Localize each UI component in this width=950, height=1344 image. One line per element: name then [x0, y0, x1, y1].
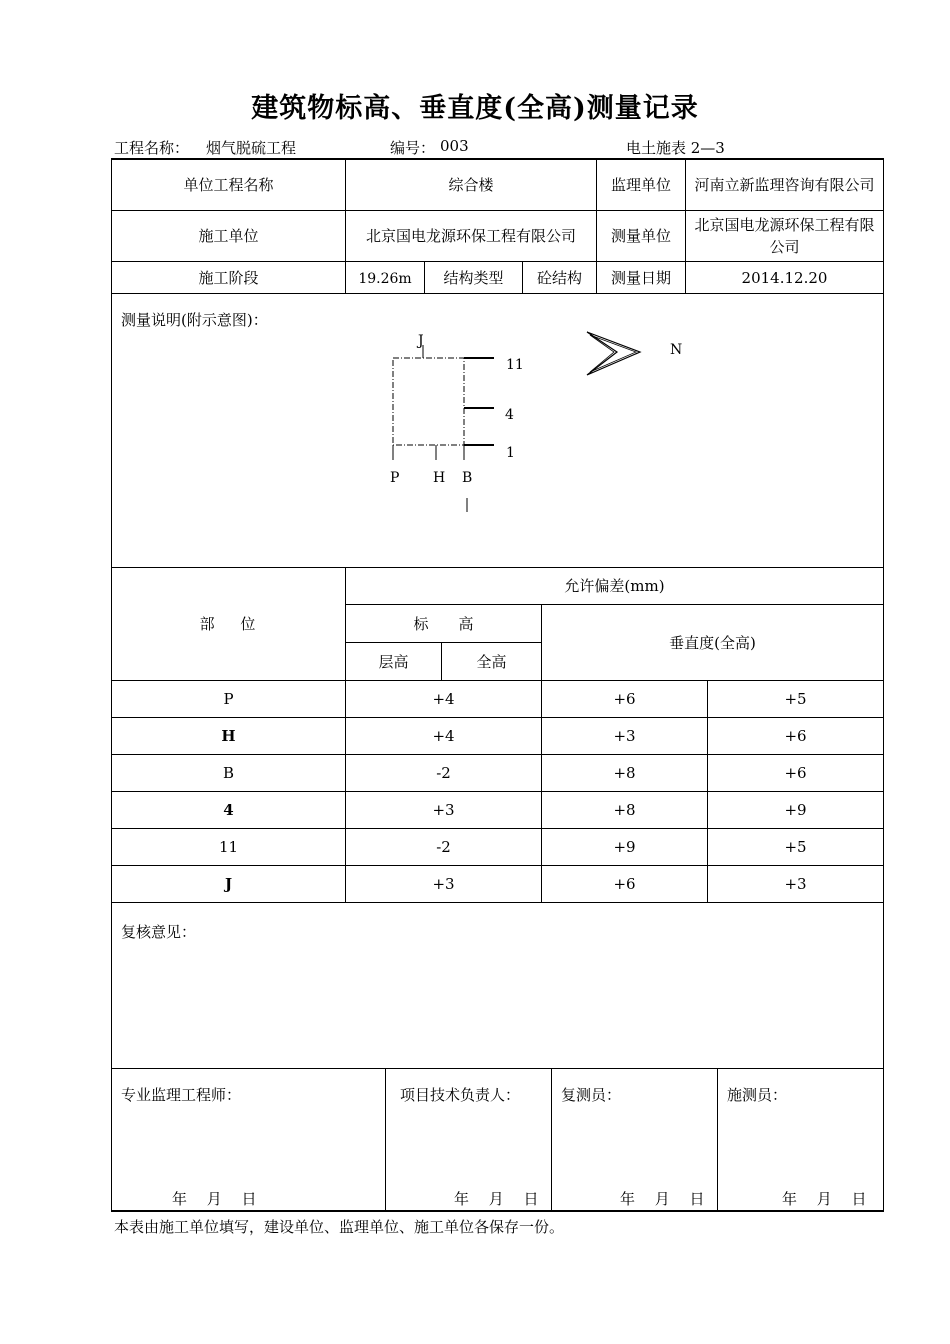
elevation-header: 标 高: [413, 614, 474, 633]
document-number: 003: [440, 137, 469, 155]
row-part: P: [223, 690, 234, 708]
row-part: 4: [223, 801, 234, 819]
stage-value: 19.26m: [358, 271, 412, 287]
row-floor: +4: [432, 690, 455, 708]
sign-date-surveyor: 年 月 日: [782, 1190, 867, 1208]
survey-unit-value: 北京国电龙源环保工程有限公司: [694, 216, 875, 256]
number-label: 编号：: [390, 139, 436, 157]
sign-date-rechecker: 年 月 日: [620, 1190, 705, 1208]
row-vert: +9: [784, 801, 807, 819]
sign-date-tech-lead: 年 月 日: [454, 1190, 539, 1208]
north-label: N: [670, 342, 683, 358]
diagram-label: 测量说明(附示意图)：: [121, 311, 268, 329]
footer-note: 本表由施工单位填写，建设单位、监理单位、施工单位各保存一份。: [114, 1218, 565, 1236]
part-header: 部 位: [199, 615, 258, 633]
axis-label-4: 4: [505, 407, 514, 423]
structure-type-value: 砼结构: [536, 268, 582, 287]
building-outline: [393, 358, 464, 445]
survey-date-value: 2014.12.20: [741, 268, 828, 287]
project-label: 工程名称：: [114, 139, 190, 157]
row-floor: +3: [432, 801, 455, 819]
survey-date-label: 测量日期: [610, 268, 671, 287]
row-full: +8: [613, 764, 636, 782]
supervisor-label: 监理单位: [610, 175, 671, 194]
row-full: +3: [613, 727, 636, 745]
unit-name-label: 单位工程名称: [183, 175, 274, 194]
row-vert: +5: [784, 838, 807, 856]
layout-diagram: [370, 330, 690, 520]
row-vert: +6: [784, 764, 807, 782]
row-vert: +6: [784, 727, 807, 745]
axis-label-11: 11: [506, 357, 524, 373]
axis-label-j: J: [418, 333, 424, 349]
construction-value: 北京国电龙源环保工程有限公司: [365, 227, 576, 245]
row-full: +6: [613, 875, 636, 893]
stage-label: 施工阶段: [198, 268, 259, 287]
axis-label-p: P: [390, 470, 400, 486]
row-part: H: [221, 727, 236, 745]
supervisor-engineer-label: 专业监理工程师：: [121, 1086, 242, 1104]
surveyor-label: 施测员：: [727, 1086, 788, 1104]
rechecker-label: 复测员：: [561, 1086, 622, 1104]
structure-type-label: 结构类型: [443, 268, 504, 287]
row-part: 11: [218, 838, 239, 856]
row-floor: +4: [432, 727, 455, 745]
review-label: 复核意见：: [121, 923, 197, 941]
row-floor: -2: [436, 764, 451, 782]
tech-lead-label: 项目技术负责人：: [400, 1086, 521, 1104]
allowed-deviation-header: 允许偏差(mm): [564, 577, 665, 595]
row-full: +9: [613, 838, 636, 856]
axis-label-b: B: [462, 470, 473, 486]
row-full: +8: [613, 801, 636, 819]
axis-label-h: H: [433, 470, 446, 486]
full-height-header: 全高: [476, 652, 507, 671]
survey-unit-label: 测量单位: [610, 227, 671, 245]
verticality-header: 垂直度(全高): [669, 633, 756, 652]
sign-date-supervisor: 年 月 日: [172, 1190, 257, 1208]
project-name: 烟气脱硫工程: [206, 139, 297, 157]
row-vert: +5: [784, 690, 807, 708]
row-vert: +3: [784, 875, 807, 893]
row-floor: -2: [436, 838, 451, 856]
row-floor: +3: [432, 875, 455, 893]
unit-name-value: 综合楼: [448, 175, 494, 194]
floor-height-header: 层高: [378, 652, 409, 671]
axis-label-1: 1: [506, 445, 515, 461]
row-part: J: [224, 875, 233, 893]
supervisor-value: 河南立新监理咨询有限公司: [694, 175, 875, 194]
row-part: B: [222, 764, 235, 782]
construction-label: 施工单位: [198, 227, 259, 245]
page-title: 建筑物标高、垂直度(全高)测量记录: [251, 93, 699, 124]
row-full: +6: [613, 690, 636, 708]
form-code: 电土施表 2—3: [626, 139, 725, 157]
